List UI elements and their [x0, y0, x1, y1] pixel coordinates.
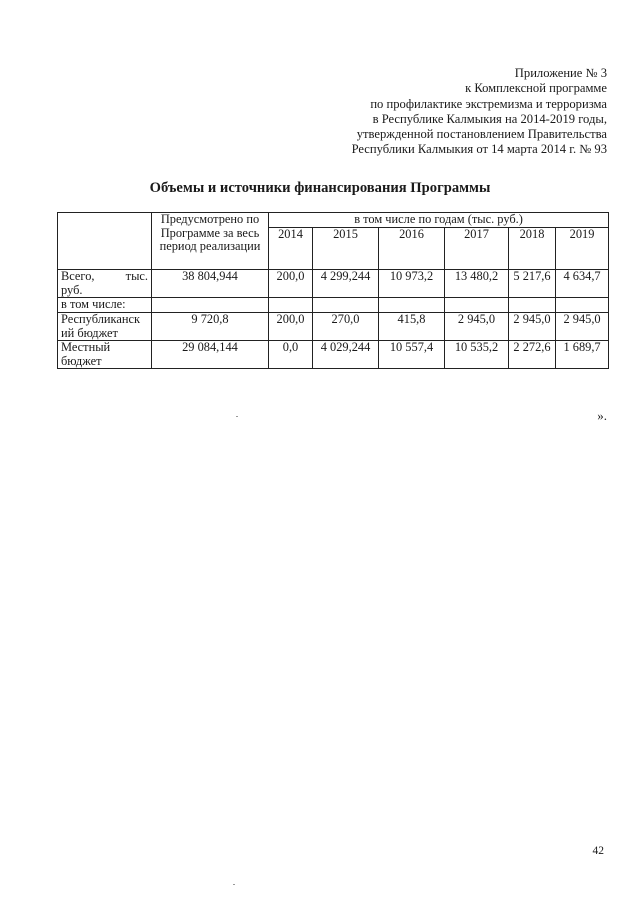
header-line: к Комплексной программе: [465, 81, 607, 96]
row-label: Республиканск ий бюджет: [58, 313, 152, 341]
header-line: утвержденной постановлением Правительства: [356, 127, 607, 142]
year-header: 2019: [556, 228, 609, 270]
table-row: [58, 313, 609, 341]
year-value: 4 029,244: [313, 341, 379, 369]
year-value: 13 480,2: [445, 270, 509, 298]
header-line: в Республике Калмыкия на 2014-2019 годы,: [372, 111, 607, 126]
row-total: 9 720,8: [152, 313, 269, 341]
row-total: 38 804,944: [152, 270, 269, 298]
closing-quote: ».: [597, 408, 607, 423]
year-value: 415,8: [379, 313, 445, 341]
year-value: 10 535,2: [445, 341, 509, 369]
table-row: [58, 270, 609, 298]
year-value: 1 689,7: [556, 341, 609, 369]
corner-cell: [58, 213, 152, 270]
year-value: 4 634,7: [556, 270, 609, 298]
financing-table: [57, 212, 609, 369]
row-label: в том числе:: [58, 298, 152, 313]
scan-speck: [236, 416, 238, 417]
years-group-header: в том числе по годам (тыс. руб.): [269, 213, 609, 228]
year-value: 200,0: [269, 270, 313, 298]
table-header-row: [58, 213, 609, 228]
year-header: 2017: [445, 228, 509, 270]
appendix-header: [277, 66, 607, 158]
year-value: 4 299,244: [313, 270, 379, 298]
table-row: [58, 298, 609, 313]
header-line: Приложение № 3: [514, 66, 607, 80]
year-value: 5 217,6: [509, 270, 556, 298]
page-number: 42: [592, 845, 604, 857]
year-value: 270,0: [313, 313, 379, 341]
table-row: [58, 341, 609, 369]
total-column-header: Предусмотрено по Программе за весь период реализации: [152, 213, 269, 270]
year-value: 2 945,0: [445, 313, 509, 341]
year-value: 2 945,0: [556, 313, 609, 341]
year-value: 200,0: [269, 313, 313, 341]
document-title: Объемы и источники финансирования Программы: [149, 180, 491, 196]
year-value: 10 557,4: [379, 341, 445, 369]
year-value: 10 973,2: [379, 270, 445, 298]
year-header: 2015: [313, 228, 379, 270]
row-label: Всего, тыс. руб.: [58, 270, 152, 298]
year-value: 2 945,0: [509, 313, 556, 341]
year-value: 0,0: [269, 341, 313, 369]
header-line: Республики Калмыкия от 14 марта 2014 г. № 93: [351, 142, 607, 157]
year-value: 2 272,6: [509, 341, 556, 369]
year-header: 2018: [509, 228, 556, 270]
header-line: по профилактике экстремизма и терроризма: [370, 96, 607, 111]
year-header: 2014: [269, 228, 313, 270]
row-total: 29 084,144: [152, 341, 269, 369]
scan-speck: [233, 884, 235, 885]
row-label: Местный бюджет: [58, 341, 152, 369]
year-header: 2016: [379, 228, 445, 270]
